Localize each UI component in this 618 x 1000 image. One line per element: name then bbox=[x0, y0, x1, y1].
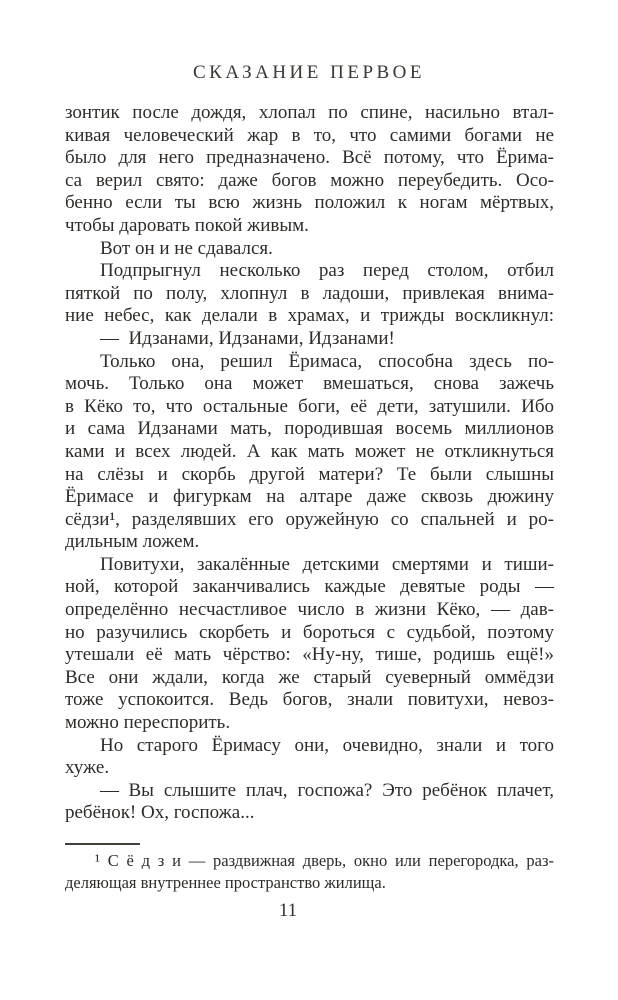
text-line: Все они ждали, когда же старый суеверный оммёдзи bbox=[65, 666, 554, 688]
chapter-running-header: СКАЗАНИЕ ПЕРВОЕ bbox=[192, 62, 426, 83]
text-line: было для него предназначено. Всё потому, что Ёрима- bbox=[65, 147, 554, 169]
text-line: Ёримасе и фигуркам на алтаре даже сквозь дюжину bbox=[65, 486, 554, 508]
text-line: хуже. bbox=[65, 757, 110, 779]
text-line: утешали её мать чёрство: «Ну-ну, тише, родишь ещё!» bbox=[65, 644, 554, 666]
text-line: Только она, решил Ёримаса, способна здесь по- bbox=[100, 350, 554, 372]
text-line: мочь. Только она может вмешаться, снова зажечь bbox=[65, 373, 554, 395]
footnote-separator bbox=[65, 843, 140, 845]
text-line: но разучились скорбеть и бороться с судьбой, поэтому bbox=[65, 621, 554, 643]
text-line: дильным ложем. bbox=[65, 531, 200, 553]
text-line: ребёнок! Ох, госпожа... bbox=[65, 802, 255, 824]
text-line: чтобы даровать покой живым. bbox=[65, 214, 309, 236]
text-line: можно переспорить. bbox=[65, 712, 231, 734]
text-line: на слёзы и скорбь другой матери? Те были слышны bbox=[65, 463, 554, 485]
text-line: определённо несчастливое число в жизни Кёко, — дав- bbox=[65, 599, 554, 621]
text-line: зонтик после дождя, хлопал по спине, насильно втал- bbox=[65, 102, 554, 123]
text-line: в Кёко то, что остальные боги, её дети, затушили. Ибо bbox=[65, 395, 554, 417]
text-line: сёдзи¹, разделявших его оружейную со спальней и ро- bbox=[65, 508, 554, 530]
text-line: Подпрыгнул несколько раз перед столом, отбил bbox=[100, 260, 554, 282]
body-text bbox=[65, 102, 554, 825]
text-line: тоже успокоится. Ведь богов, знали повитухи, невоз- bbox=[65, 689, 554, 711]
text-line: ками и всех людей. А как мать может не откликнуться bbox=[65, 440, 554, 462]
text-line: кивая человеческий жар в то, что самими богами не bbox=[65, 124, 554, 146]
text-line: ¹ С ё д з и — раздвижная дверь, окно или перегородка, раз- bbox=[95, 851, 554, 870]
text-line: — Идзанами, Идзанами, Идзанами! bbox=[100, 327, 395, 349]
text-line: деляющая внутреннее пространство жилища. bbox=[65, 873, 386, 892]
text-line: Вот он и не сдавался. bbox=[100, 237, 273, 259]
text-line: — Вы слышите плач, госпожа? Это ребёнок плачет, bbox=[100, 779, 554, 801]
page-number: 11 bbox=[278, 900, 298, 921]
text-line: ной, которой заканчивались каждые девятые роды — bbox=[65, 576, 554, 598]
text-line: бенно если ты всю жизнь положил к ногам мёртвых, bbox=[65, 192, 554, 214]
text-line: са верил свято: даже богов можно переубедить. Осо- bbox=[65, 169, 554, 191]
text-line: и сама Идзанами мать, породившая восемь миллионов bbox=[65, 418, 554, 440]
text-line: Повитухи, закалённые детскими смертями и тиши- bbox=[100, 553, 554, 575]
text-line: пяткой по полу, хлопнул в ладоши, привлекая внима- bbox=[65, 282, 554, 304]
text-line: ние небес, как делали в храмах, и трижды воскликнул: bbox=[65, 305, 554, 327]
footnote-text bbox=[65, 850, 554, 894]
text-line: Но старого Ёримасу они, очевидно, знали и того bbox=[100, 734, 554, 756]
